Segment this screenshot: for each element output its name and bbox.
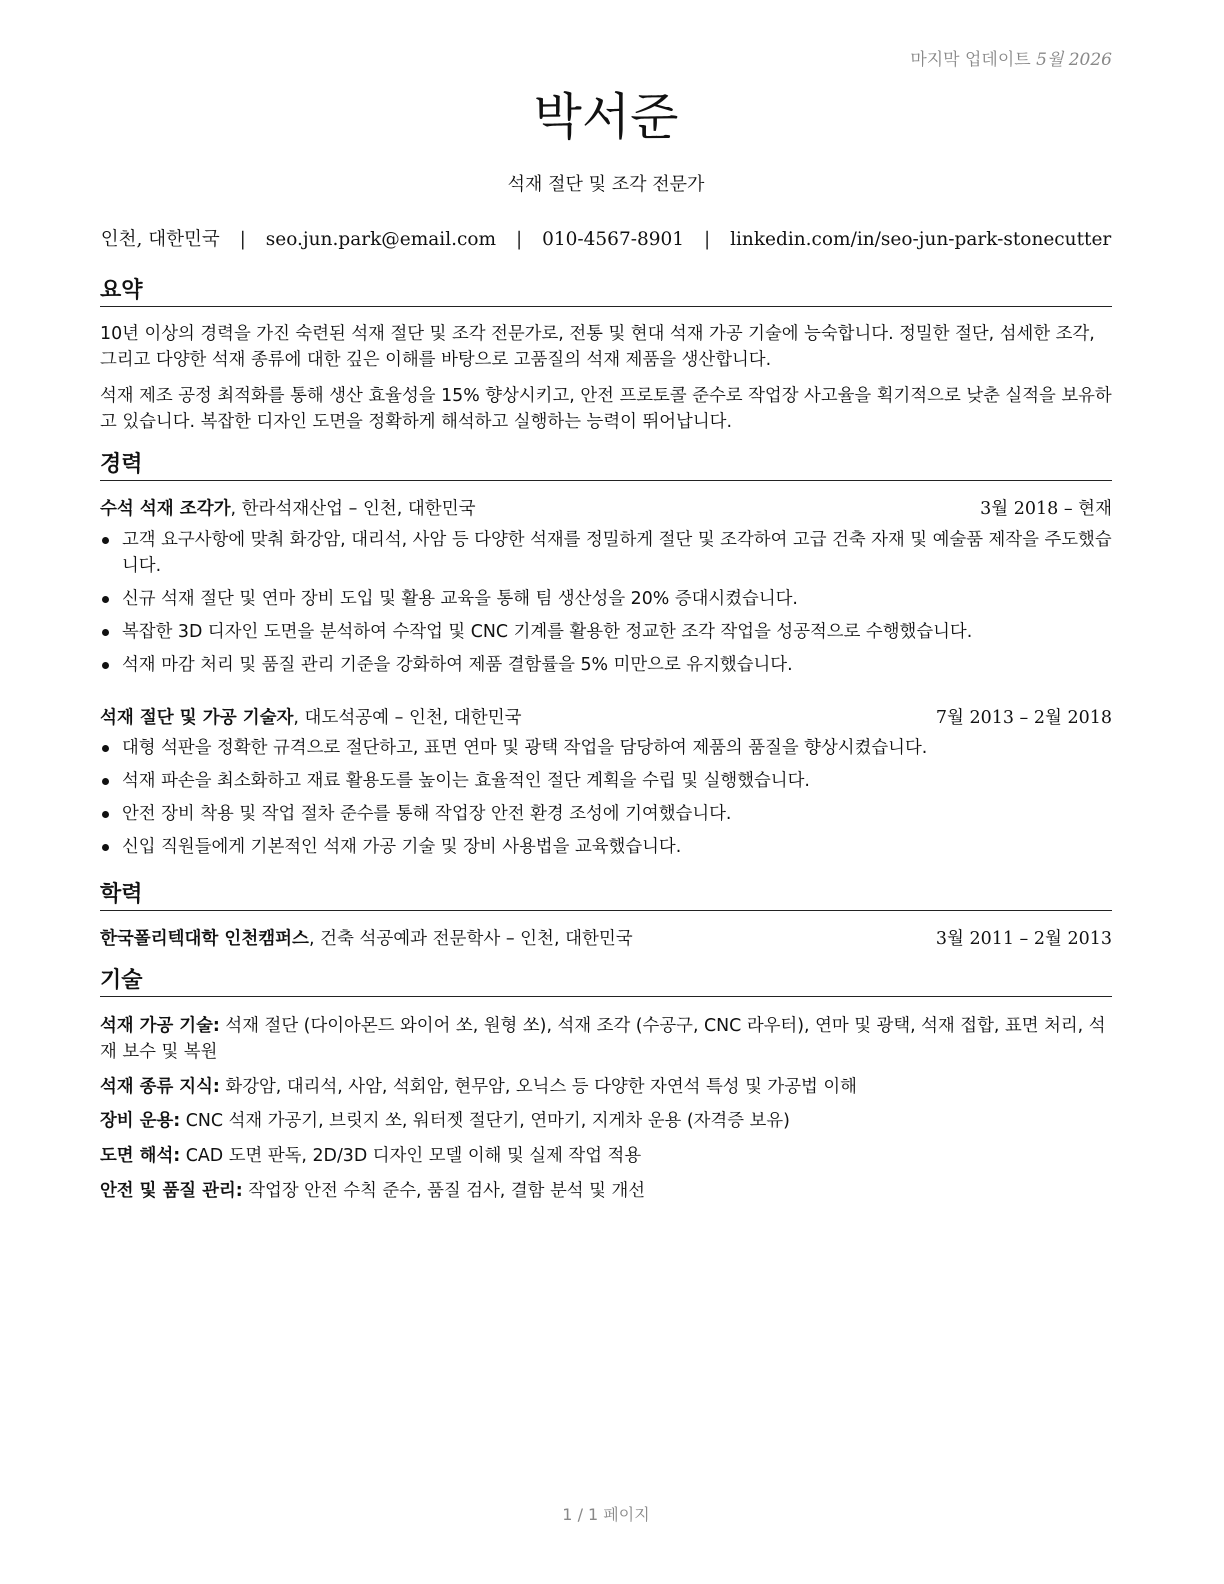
bullet-text: 고객 요구사항에 맞춰 화강암, 대리석, 사암 등 다양한 석재를 정밀하게 절단 및 조각하여 고급 건축 자재 및 예술품 제작을 주도했습니다. (122, 530, 1112, 576)
section-title-summary: 요약 (100, 278, 1112, 307)
skill-label: 석재 종류 지식: (100, 1077, 220, 1097)
education-entry (100, 926, 1112, 952)
last-updated (910, 45, 1112, 70)
summary-paragraph: 석재 제조 공정 최적화를 통해 생산 효율성을 15% 향상시키고, 안전 프로토콜 준수로 작업장 사고율을 획기적으로 낮춘 실적을 보유하고 있습니다. 복잡한 디자인 도면을 정확하게 해석하고 실행하는 능력이 뛰어납니다. (100, 386, 1112, 432)
bullet-text: 석재 마감 처리 및 품질 관리 기준을 강화하여 제품 결함률을 5% 미만으로 유지했습니다. (122, 655, 793, 675)
bullet-icon (102, 778, 109, 785)
last-updated-date: 5월 2026 (1036, 50, 1112, 70)
skill-item (100, 1143, 1112, 1169)
job-bullets (100, 735, 1112, 867)
skill-item (100, 1108, 1112, 1134)
section-title-experience: 경력 (100, 452, 1112, 481)
contact-phone: 010-4567-8901 (542, 229, 685, 250)
skill-item (100, 1074, 1112, 1100)
contact-location: 인천, 대한민국 (100, 229, 220, 250)
list-item (100, 527, 1112, 579)
contact-separator: | (703, 229, 711, 250)
list-item (100, 801, 1112, 827)
skill-item (100, 1178, 1112, 1204)
job-role: 석재 절단 및 가공 기술자 (100, 708, 294, 728)
contact-line (100, 225, 1112, 251)
job-dates: 3월 2018 – 현재 (980, 499, 1112, 519)
job-company: , 대도석공예 – 인천, 대한민국 (293, 708, 522, 728)
last-updated-label: 마지막 업데이트 (910, 50, 1031, 70)
bullet-text: 안전 장비 착용 및 작업 절차 준수를 통해 작업장 안전 환경 조성에 기여했습니다. (122, 804, 732, 824)
job-header (100, 705, 1112, 731)
bullet-icon (102, 537, 109, 544)
education-dates: 3월 2011 – 2월 2013 (935, 929, 1112, 949)
skill-label: 장비 운용: (100, 1111, 181, 1131)
section-title-skills: 기술 (100, 968, 1112, 997)
skill-text: 석재 절단 (다이아몬드 와이어 쏘, 원형 쏘), 석재 조각 (수공구, CNC 라우터), 연마 및 광택, 석재 접합, 표면 처리, 석재 보수 및 복원 (100, 1016, 1106, 1062)
bullet-text: 복잡한 3D 디자인 도면을 분석하여 수작업 및 CNC 기계를 활용한 정교한 조각 작업을 성공적으로 수행했습니다. (122, 622, 973, 642)
job-title-line (100, 705, 522, 731)
bullet-text: 석재 파손을 최소화하고 재료 활용도를 높이는 효율적인 절단 계획을 수립 및 실행했습니다. (122, 771, 810, 791)
job-title-line (100, 496, 476, 522)
bullet-icon (102, 629, 109, 636)
skill-text: CAD 도면 판독, 2D/3D 디자인 모델 이해 및 실제 작업 적용 (180, 1146, 642, 1166)
skill-text: 화강암, 대리석, 사암, 석회암, 현무암, 오닉스 등 다양한 자연석 특성 및 가공법 이해 (219, 1077, 857, 1097)
contact-separator: | (239, 229, 246, 250)
resume-page (100, 0, 1112, 1584)
page-indicator: 1 / 1 페이지 (562, 1505, 650, 1524)
skill-label: 석재 가공 기술: (100, 1016, 220, 1036)
list-item (100, 768, 1112, 794)
bullet-icon (102, 745, 109, 752)
bullet-icon (102, 844, 109, 851)
job-role: 수석 석재 조각가 (100, 499, 231, 519)
bullet-text: 대형 석판을 정확한 규격으로 절단하고, 표면 연마 및 광택 작업을 담당하여 제품의 품질을 향상시켰습니다. (122, 738, 928, 758)
skill-text: CNC 석재 가공기, 브릿지 쏘, 워터젯 절단기, 연마기, 지게차 운용 (자격증 보유) (180, 1111, 790, 1131)
bullet-icon (102, 662, 109, 669)
section-title-education: 학력 (100, 882, 1112, 911)
list-item (100, 834, 1112, 860)
contact-separator: | (515, 229, 523, 250)
job-header (100, 496, 1112, 522)
list-item (100, 735, 1112, 761)
job-company: , 한라석재산업 – 인천, 대한민국 (230, 499, 476, 519)
bullet-text: 신입 직원들에게 기본적인 석재 가공 기술 및 장비 사용법을 교육했습니다. (122, 837, 682, 857)
education-detail: , 건축 석공예과 전문학사 – 인천, 대한민국 (308, 929, 633, 949)
bullet-text: 신규 석재 절단 및 연마 장비 도입 및 활용 교육을 통해 팀 생산성을 20% 증대시켰습니다. (122, 589, 798, 609)
skill-label: 도면 해석: (100, 1146, 181, 1166)
skill-text: 작업장 안전 수칙 준수, 품질 검사, 결함 분석 및 개선 (242, 1181, 646, 1201)
school-name: 한국폴리텍대학 인천캠퍼스 (100, 929, 309, 949)
skill-label: 안전 및 품질 관리: (100, 1181, 243, 1201)
bullet-icon (102, 596, 109, 603)
tagline: 석재 절단 및 조각 전문가 (507, 174, 705, 195)
skill-item (100, 1013, 1112, 1065)
contact-email[interactable]: seo.jun.park@email.com (265, 229, 497, 250)
list-item (100, 652, 1112, 678)
person-name: 박서준 (533, 88, 679, 146)
job-dates: 7월 2013 – 2월 2018 (935, 708, 1112, 728)
education-line (100, 926, 633, 952)
list-item (100, 586, 1112, 612)
list-item (100, 619, 1112, 645)
bullet-icon (102, 811, 109, 818)
contact-linkedin[interactable]: linkedin.com/in/seo-jun-park-stonecutter (730, 229, 1112, 250)
summary-paragraph: 10년 이상의 경력을 가진 숙련된 석재 절단 및 조각 전문가로, 전통 및 현대 석재 가공 기술에 능숙합니다. 정밀한 절단, 섬세한 조각, 그리고 다양한 석재 종류에 대한 깊은 이해를 바탕으로 고품질의 석재 제품을 생산합니다. (100, 324, 1095, 370)
job-bullets (100, 527, 1112, 685)
